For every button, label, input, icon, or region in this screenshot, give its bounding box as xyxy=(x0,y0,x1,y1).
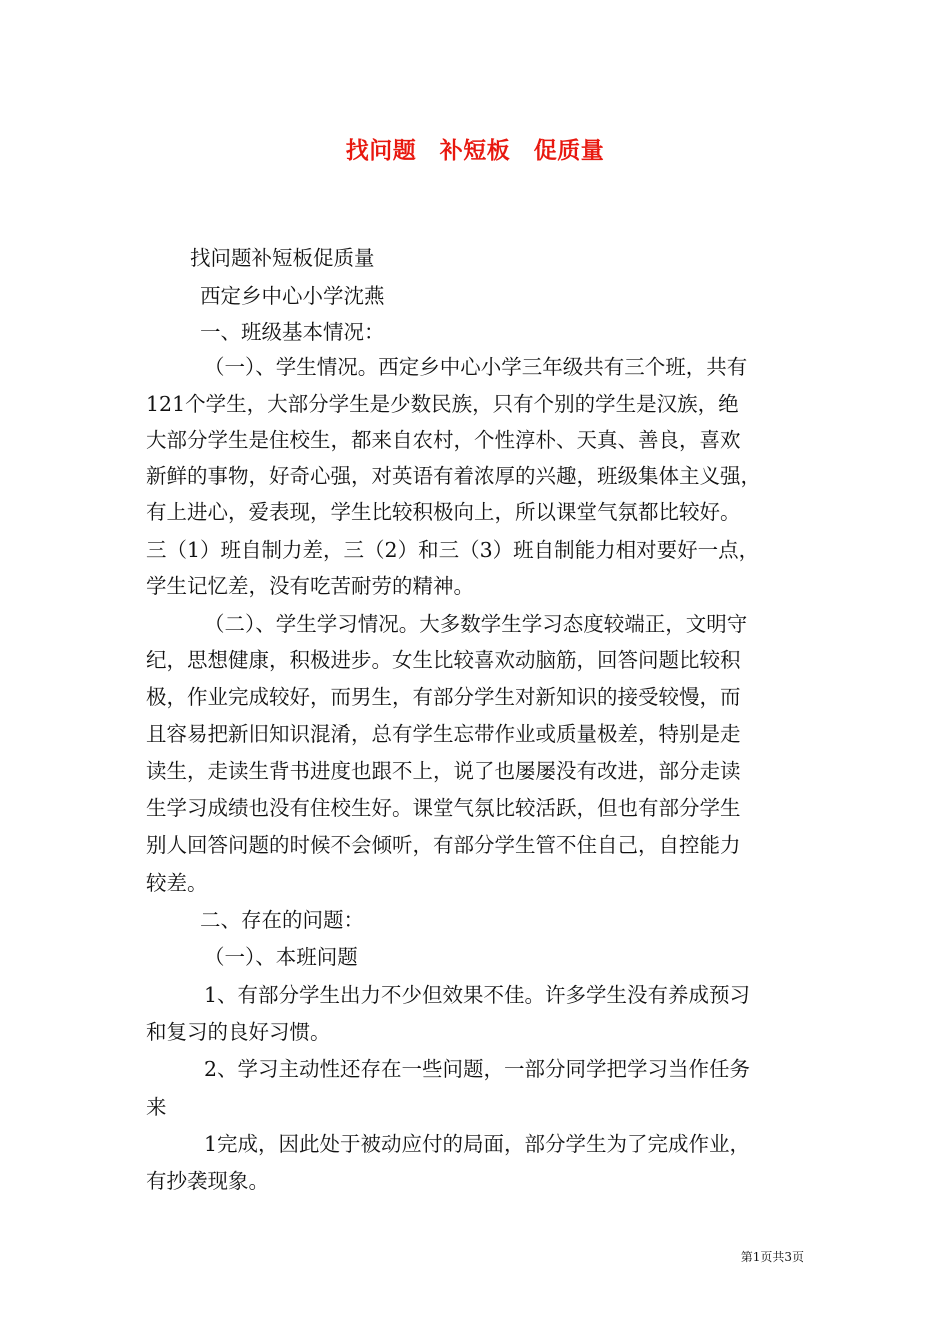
text-line: 1、有部分学生出力不少但效果不佳。许多学生没有养成预习 xyxy=(204,983,751,1007)
text-line: 2、学习主动性还存在一些问题，一部分同学把学习当作任务 xyxy=(204,1057,751,1081)
text-line: 和复习的良好习惯。 xyxy=(146,1020,331,1044)
text-line: 1完成，因此处于被动应付的局面，部分学生为了完成作业， xyxy=(204,1132,751,1156)
text-line: （一）、学生情况。西定乡中心小学三年级共有三个班，共有 xyxy=(204,355,748,379)
text-line: 找问题补短板促质量 xyxy=(190,246,375,270)
text-line: 有上进心，爱表现，学生比较积极向上，所以课堂气氛都比较好。 xyxy=(146,500,741,524)
text-line: 三（1）班自制力差，三（2）和三（3）班自制能力相对要好一点， xyxy=(146,538,760,562)
text-line: 生学习成绩也没有住校生好。课堂气氛比较活跃，但也有部分学生 xyxy=(146,796,741,820)
text-line: 别人回答问题的时候不会倾听，有部分学生管不住自己，自控能力 xyxy=(146,833,741,857)
text-line: 来 xyxy=(146,1095,167,1119)
text-line: 极，作业完成较好，而男生，有部分学生对新知识的接受较慢，而 xyxy=(146,685,741,709)
text-line: 读生，走读生背书进度也跟不上，说了也屡屡没有改进，部分走读 xyxy=(146,759,741,783)
text-line: 学生记忆差，没有吃苦耐劳的精神。 xyxy=(146,574,474,598)
section-heading: 一、班级基本情况： xyxy=(200,320,385,344)
text-line: 较差。 xyxy=(146,871,208,895)
text-line: 有抄袭现象。 xyxy=(146,1169,269,1193)
page-number: 第1页共3页 xyxy=(740,1250,804,1264)
text-line: 西定乡中心小学沈燕 xyxy=(200,284,385,308)
text-line: 纪，思想健康，积极进步。女生比较喜欢动脑筋，回答问题比较积 xyxy=(146,648,741,672)
text-line: 121个学生，大部分学生是少数民族，只有个别的学生是汉族，绝 xyxy=(146,392,739,416)
text-line: （二）、学生学习情况。大多数学生学习态度较端正，文明守 xyxy=(204,612,748,636)
text-line: 新鲜的事物，好奇心强，对英语有着浓厚的兴趣，班级集体主义强， xyxy=(146,464,761,488)
text-line: 大部分学生是住校生，都来自农村，个性淳朴、天真、善良，喜欢 xyxy=(146,428,741,452)
document-title: 找问题 补短板 促质量 xyxy=(345,137,605,164)
section-heading: 二、存在的问题： xyxy=(200,908,364,932)
text-line: （一）、本班问题 xyxy=(204,945,358,969)
text-line: 且容易把新旧知识混淆，总有学生忘带作业或质量极差，特别是走 xyxy=(146,722,741,746)
